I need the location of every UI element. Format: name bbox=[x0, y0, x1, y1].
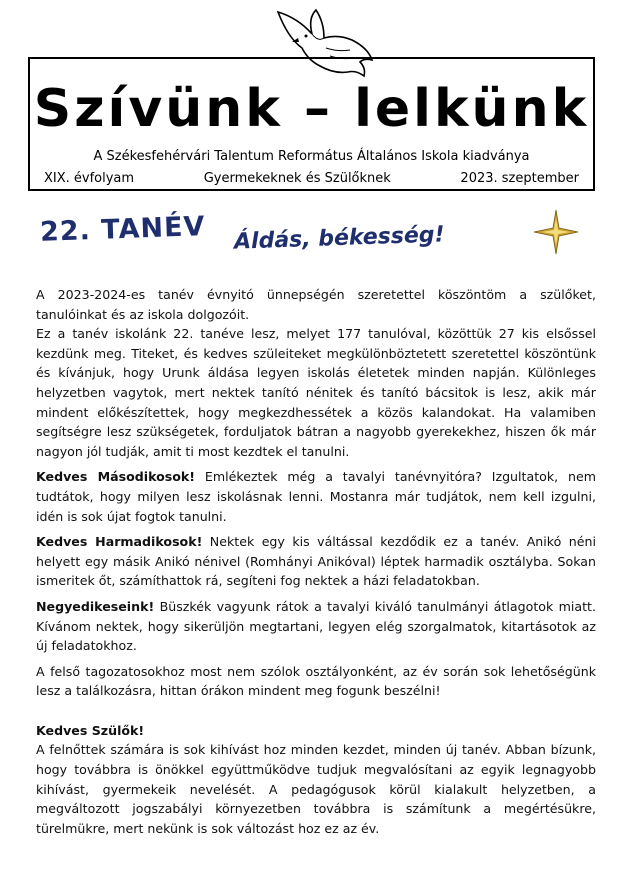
paragraph-upper-grades: A felső tagozatosokhoz most nem szólok osztályonként, az év során sok lehetőségünk lesz a találkozásra, hittan órákon mindent meg fogunk beszélni! bbox=[36, 663, 596, 699]
masthead-info-row bbox=[44, 171, 579, 186]
volume-label: XIX. évfolyam bbox=[44, 171, 135, 186]
fourth-graders-text: Büszkék vagyunk rátok a tavalyi kiváló tanulmányi átlagotok miatt. Kívánom nektek, hogy sikerüljön megtartani, legyen elég szorgalmatok, kitartásotok az új feladatokhoz. bbox=[36, 598, 596, 654]
fourth-graders-lead: Negyedikeseink! bbox=[36, 598, 155, 614]
newsletter-title: Szívünk – lelkünk bbox=[33, 79, 590, 139]
third-graders-text: Nektek egy kis váltással kezdődik ez a tanév. Anikó néni helyett egy másik Anikó nénivel (Romhányi Anikóval) léptek harmadik osztályba. Sokan ismeritek őt, számíthattok rá, segíteni fog nektek a házi feladatokban. bbox=[36, 534, 596, 589]
second-graders-text: Emlékeztek még a tavalyi tanévnyitóra? Izgultatok, nem tudtátok, hogy milyen lesz iskolásnak lenni. Mostanra már tudjátok, nem kell izgulni, idén is sok újat fogtok tanulni. bbox=[36, 469, 596, 524]
paragraph-third-graders bbox=[36, 532, 596, 591]
second-graders-lead: Kedves Másodikosok! bbox=[36, 469, 196, 485]
parents-lead: Kedves Szülők! bbox=[36, 722, 145, 738]
issue-date: 2023. szeptember bbox=[460, 171, 579, 186]
audience-label: Gyermekeknek és Szülőknek bbox=[203, 171, 391, 186]
newsletter-subtitle: A Székesfehérvári Talentum Református Általános Iskola kiadványa bbox=[93, 149, 530, 164]
paragraph-second-graders bbox=[36, 467, 596, 526]
star-icon bbox=[532, 208, 580, 256]
paragraph-fourth-graders bbox=[36, 597, 596, 656]
paragraph-parents: A felnőttek számára is sok kihívást hoz minden kezdet, minden új tanév. Abban bízunk, hogy továbbra is önökkel együttműködve tudjuk megvalósítani az egyik legnagyobb kihívást, gyermekeik nevelését. A pedagógusok körül kialakult helyzetben, a megváltozott jogszabályi környezetben továbbra is számítunk a megértésükre, türelmükre, mert nekünk is sok változást hoz ez az év. bbox=[36, 742, 596, 836]
paragraph-intro: A 2023-2024-es tanév évnyitó ünnepségén szeretettel köszöntöm a szülőket, tanulóinkat és az iskola dolgozóit. bbox=[36, 287, 596, 322]
third-graders-lead: Kedves Harmadikosok! bbox=[36, 534, 203, 550]
school-year-heading: 22. TANÉV bbox=[39, 211, 206, 248]
parents-lead-line bbox=[36, 721, 596, 741]
paragraph-first-graders: Ez a tanév iskolánk 22. tanéve lesz, melyet 177 tanulóval, közöttük 27 kis elsőssel kezdünk meg. Titeket, és kedves szüleiteket megkülönböztetett szeretettel köszöntünk és kívánjuk, hogy Urunk áldása legyen iskolás életetek minden napján. Különleges helyzetben vagytok, mert nektek tanító nénitek és tanító bácsitok is lesz, akik már mindent előkészítettek, hogy megkezdhessétek a közös kalandokat. Ha valamiben segítségre lesz szükségetek, forduljatok bátran a nagyobb gyerekekhez, hiszen ők már nagyon jól tudják, amit ti most kezdtek el tanulni. bbox=[36, 326, 596, 459]
greeting-heading: Áldás, békesség! bbox=[233, 222, 445, 255]
masthead bbox=[28, 57, 595, 191]
article-body bbox=[36, 285, 596, 844]
